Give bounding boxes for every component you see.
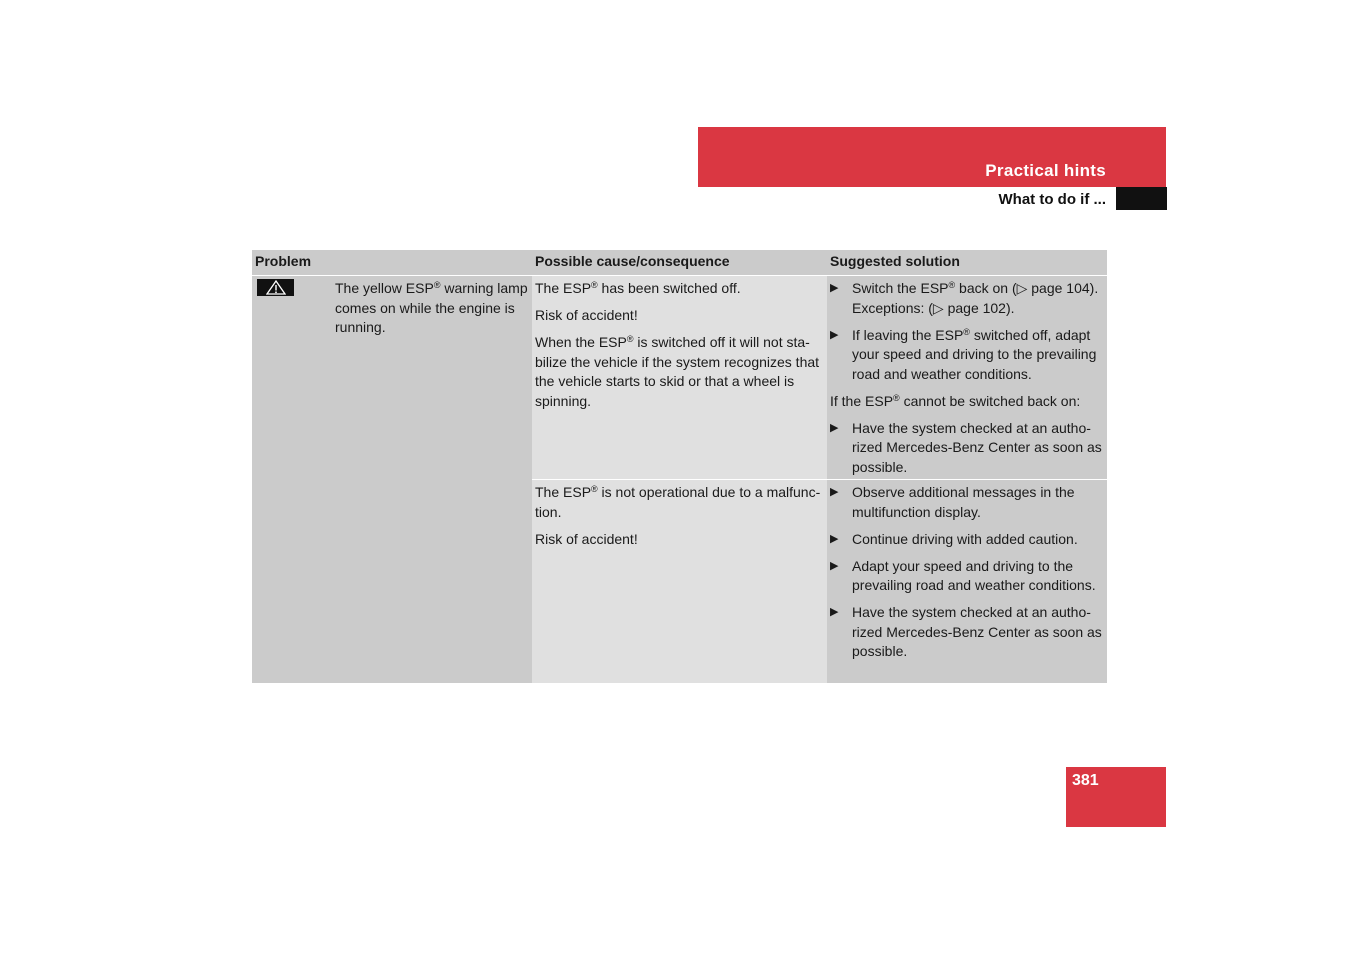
- solution-step: ▶ If leaving the ESP® switched off, adapt your speed and driving to the prevailing road and weather conditions.: [830, 326, 1102, 385]
- cause-paragraph: When the ESP® is switched off it will not stabilize the vehicle if the system recognizes that the vehicle starts to skid or that a wheel is spinning.: [535, 334, 820, 409]
- table-row: [532, 276, 1107, 479]
- solution-step: ▶ Have the system checked at an authorized Mercedes-Benz Center as soon as possible.: [830, 603, 1102, 662]
- page-number: 381: [1072, 772, 1099, 789]
- bullet-arrow-icon: ▶: [830, 282, 839, 294]
- cause-paragraph: The ESP® is not operational due to a malfunction.: [535, 484, 821, 520]
- table-row: [532, 479, 1107, 683]
- solution-step: ▶ Switch the ESP® back on (▷ page 104). Exceptions: (▷ page 102).: [830, 279, 1102, 318]
- table-header-row: [252, 250, 1107, 275]
- bullet-arrow-icon: ▶: [830, 559, 839, 572]
- solution-cell: [827, 276, 1107, 479]
- page-number-box: [1066, 767, 1166, 827]
- subsection-title: What to do if ...: [998, 191, 1106, 208]
- solution-step: ▶ Observe additional messages in the multifunction display.: [830, 483, 1102, 522]
- header-cause: Possible cause/consequence: [535, 253, 730, 269]
- bullet-arrow-icon: ▶: [830, 606, 839, 618]
- solution-cell: [827, 480, 1107, 683]
- section-title: Practical hints: [985, 161, 1106, 180]
- troubleshooting-table: [252, 250, 1107, 683]
- solution-step: ▶ Continue driving with added caution.: [830, 530, 1102, 550]
- bullet-arrow-icon: ▶: [830, 486, 839, 498]
- bullet-arrow-icon: ▶: [830, 532, 839, 545]
- solution-step: ▶ Adapt your speed and driving to the prevailing road and weather conditions.: [830, 557, 1102, 596]
- problem-description: The yellow ESP® warning lamp comes on while the engine is running.: [335, 280, 528, 335]
- chapter-tab-marker: [1116, 187, 1167, 210]
- cause-solution-columns: [532, 276, 1107, 683]
- cause-paragraph: The ESP® has been switched off.: [535, 280, 741, 296]
- bullet-arrow-icon: ▶: [830, 421, 839, 434]
- bullet-arrow-icon: ▶: [830, 328, 839, 341]
- cause-paragraph: Risk of accident!: [535, 307, 638, 323]
- cause-paragraph: Risk of accident!: [535, 530, 638, 547]
- cause-cell: [532, 480, 827, 683]
- solution-note: If the ESP® cannot be switched back on:: [830, 392, 1081, 409]
- solution-step: ▶ Have the system checked at an authorized Mercedes-Benz Center as soon as possible.: [830, 419, 1102, 478]
- cause-cell: [532, 276, 827, 479]
- section-header-band: [698, 127, 1166, 187]
- header-problem: Problem: [255, 253, 312, 269]
- header-solution: Suggested solution: [830, 253, 960, 269]
- problem-cell: [252, 276, 532, 683]
- warning-triangle-icon: [257, 279, 294, 296]
- table-body: [252, 275, 1107, 683]
